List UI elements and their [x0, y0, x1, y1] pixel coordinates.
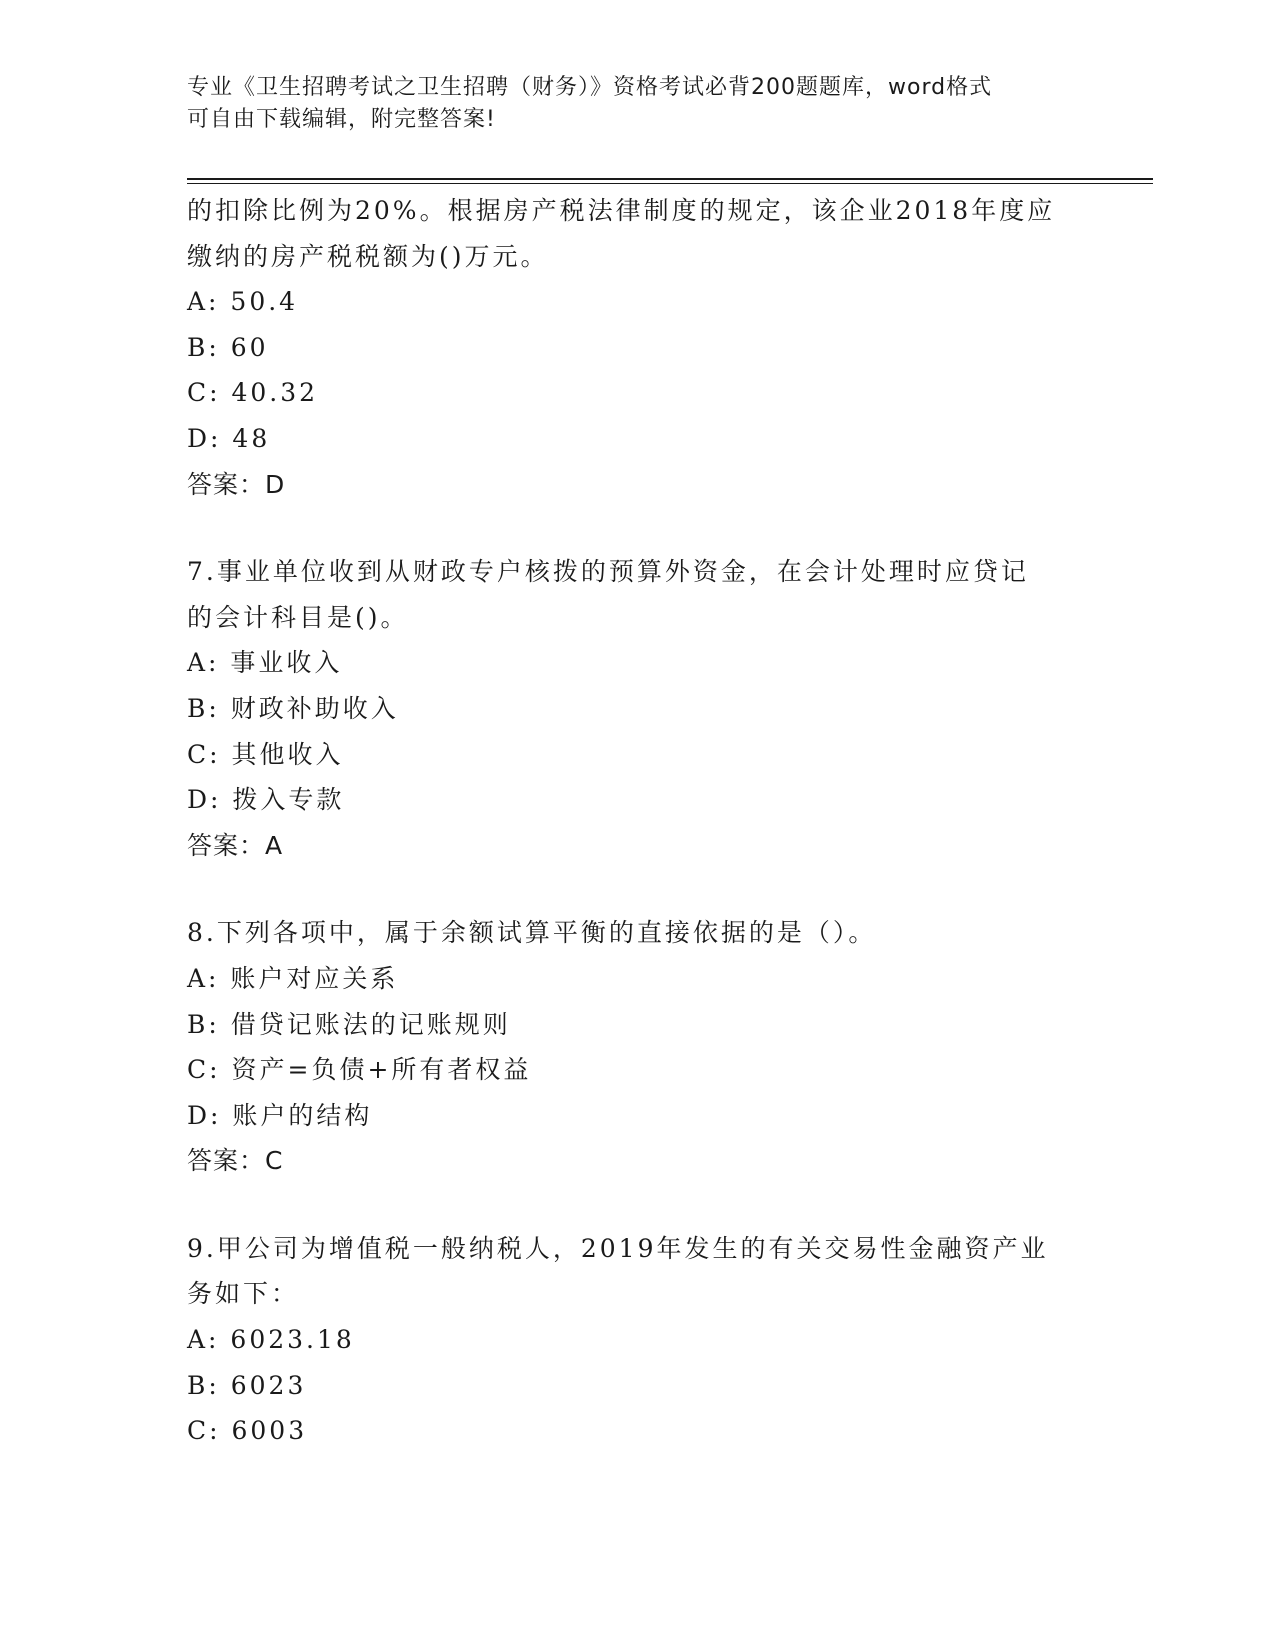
- option-d: D: 48: [187, 423, 271, 453]
- option-b: B: 60: [187, 332, 269, 362]
- answer-label: 答案：D: [187, 469, 286, 499]
- option-a: A: 事业收入: [187, 648, 343, 678]
- option-c: C: 40.32: [187, 378, 319, 408]
- question-text: 8.下列各项中，属于余额试算平衡的直接依据的是（）。: [187, 918, 877, 948]
- question-9: [187, 1226, 1067, 1454]
- option-c: C: 资产=负债+所有者权益: [187, 1055, 532, 1085]
- option-b: B: 借贷记账法的记账规则: [187, 1009, 511, 1039]
- spacer: [187, 1184, 1067, 1226]
- spacer: [187, 507, 1067, 549]
- question-7: [187, 549, 1067, 868]
- option-b: B: 财政补助收入: [187, 693, 399, 723]
- question-6-continued: [187, 188, 1067, 507]
- option-d: D: 账户的结构: [187, 1100, 373, 1130]
- spacer: [187, 868, 1067, 910]
- header-divider-thick: [187, 178, 1153, 180]
- question-list: [187, 188, 1067, 1454]
- question-text: 缴纳的房产税税额为()万元。: [187, 241, 549, 271]
- question-8: [187, 910, 1067, 1184]
- option-d: D: 拨入专款: [187, 785, 345, 815]
- question-text: 的扣除比例为20%。根据房产税法律制度的规定，该企业2018年度应: [187, 196, 1056, 225]
- header-title-line1: 专业《卫生招聘考试之卫生招聘（财务）》资格考试必背200题题库，word格式: [187, 75, 993, 100]
- question-text: 务如下：: [187, 1279, 300, 1309]
- header-title-line2: 可自由下载编辑，附完整答案!: [187, 107, 496, 132]
- option-a: A: 50.4: [187, 287, 299, 317]
- option-a: A: 6023.18: [187, 1325, 355, 1355]
- option-c: C: 其他收入: [187, 739, 344, 769]
- header-divider-thin: [187, 183, 1153, 184]
- option-b: B: 6023: [187, 1370, 307, 1400]
- question-text: 的会计科目是()。: [187, 602, 409, 632]
- question-text: 9.甲公司为增值税一般纳税人，2019年发生的有关交易性金融资产业: [187, 1233, 1049, 1263]
- answer-label: 答案：A: [187, 830, 284, 860]
- document-header: [187, 72, 1067, 136]
- answer-label: 答案：C: [187, 1146, 284, 1176]
- option-c: C: 6003: [187, 1416, 308, 1446]
- option-a: A: 账户对应关系: [187, 963, 399, 993]
- question-text: 7.事业单位收到从财政专户核拨的预算外资金，在会计处理时应贷记: [187, 557, 1029, 587]
